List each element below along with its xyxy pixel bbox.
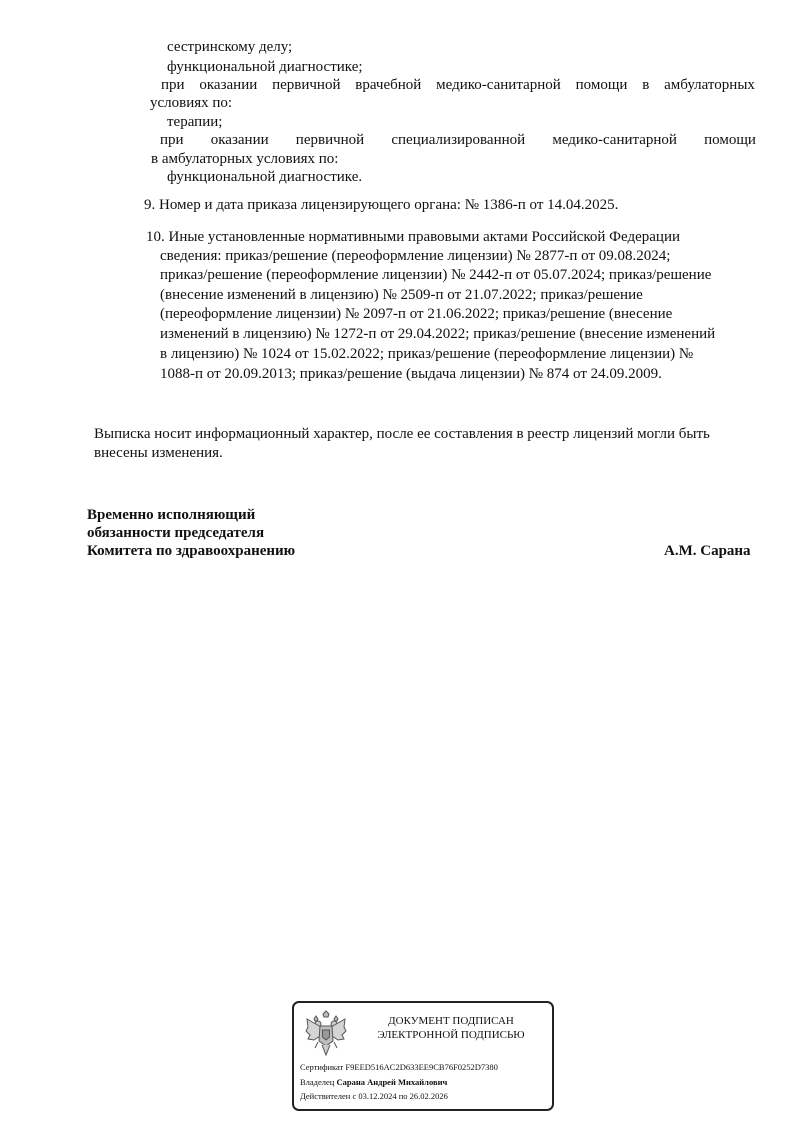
clause-word: первичной bbox=[295, 132, 365, 148]
clause-primary-doctor-continuation: условиях по: bbox=[150, 95, 233, 111]
clause-word: помощи bbox=[575, 77, 628, 93]
clause-word: специализированной bbox=[391, 132, 526, 148]
section-10-line: сведения: приказ/решение (переоформление лицензии) № 2877-п от 09.08.2024; bbox=[160, 248, 671, 264]
section-10-line: изменений в лицензию) № 1272-п от 29.04.2022; приказ/решение (внесение изменений bbox=[160, 326, 716, 342]
clause-word: медико-санитарной bbox=[436, 77, 561, 93]
clause-word: первичной bbox=[272, 77, 341, 93]
stamp-title-line-2: ЭЛЕКТРОННОЙ ПОДПИСЬЮ bbox=[377, 1029, 525, 1041]
section-10-line: приказ/решение (переоформление лицензии) № 2442-п от 05.07.2024; приказ/решение bbox=[160, 267, 712, 283]
clause-word: в bbox=[642, 77, 650, 93]
clause-primary-specialized-continuation: в амбулаторных условиях по: bbox=[151, 151, 339, 167]
informational-notice-line-2: внесены изменения. bbox=[94, 445, 223, 461]
clause-word: врачебной bbox=[355, 77, 422, 93]
section-10-line: (внесение изменений в лицензию) № 2509-п от 21.07.2022; приказ/решение bbox=[160, 287, 643, 303]
clause-word: оказании bbox=[210, 132, 269, 148]
list-item-functional-diagnostics-2: функциональной диагностике. bbox=[167, 169, 363, 185]
list-item-nursing: сестринскому делу; bbox=[167, 39, 293, 55]
stamp-certificate: Сертификат F9EED516AC2D633EE9CB76F0252D7380 bbox=[300, 1062, 498, 1072]
section-10-line: в лицензию) № 1024 от 15.02.2022; приказ/решение (переоформление лицензии) № bbox=[160, 346, 694, 362]
signer-position-line-3: Комитета по здравоохранению bbox=[87, 543, 296, 559]
stamp-owner-label: Владелец bbox=[300, 1077, 335, 1087]
list-item-therapy: терапии; bbox=[167, 114, 223, 130]
list-item-functional-diagnostics: функциональной диагностике; bbox=[167, 59, 363, 75]
section-10-line: 10. Иные установленные нормативными правовыми актами Российской Федерации bbox=[146, 229, 681, 245]
section-9-order-number: 9. Номер и дата приказа лицензирующего органа: № 1386-п от 14.04.2025. bbox=[144, 197, 619, 213]
signer-position-line-1: Временно исполняющий bbox=[87, 507, 256, 523]
clause-word: медико-санитарной bbox=[552, 132, 677, 148]
informational-notice-line-1: Выписка носит информационный характер, после ее составления в реестр лицензий могли быть bbox=[94, 426, 710, 442]
clause-word: при bbox=[160, 132, 184, 148]
signer-name: А.М. Сарана bbox=[664, 543, 751, 559]
stamp-owner-name: Сарана Андрей Михайлович bbox=[336, 1077, 448, 1087]
clause-word: амбулаторных bbox=[664, 77, 755, 93]
signer-position-line-2: обязанности председателя bbox=[87, 525, 265, 541]
electronic-signature-stamp bbox=[292, 1001, 554, 1111]
stamp-owner bbox=[300, 1076, 447, 1088]
clause-word: при bbox=[161, 77, 185, 93]
clause-primary-doctor-care bbox=[161, 76, 755, 95]
double-headed-eagle-icon bbox=[304, 1009, 348, 1059]
clause-word: помощи bbox=[704, 132, 756, 148]
stamp-validity: Действителен с 03.12.2024 по 26.02.2026 bbox=[300, 1091, 448, 1101]
section-10-line: 1088-п от 20.09.2013; приказ/решение (выдача лицензии) № 874 от 24.09.2009. bbox=[160, 366, 662, 382]
clause-word: оказании bbox=[199, 77, 258, 93]
section-10-line: (переоформление лицензии) № 2097-п от 21.06.2022; приказ/решение (внесение bbox=[160, 306, 673, 322]
clause-primary-specialized-care bbox=[160, 131, 756, 150]
stamp-title-line-1: ДОКУМЕНТ ПОДПИСАН bbox=[388, 1015, 514, 1027]
